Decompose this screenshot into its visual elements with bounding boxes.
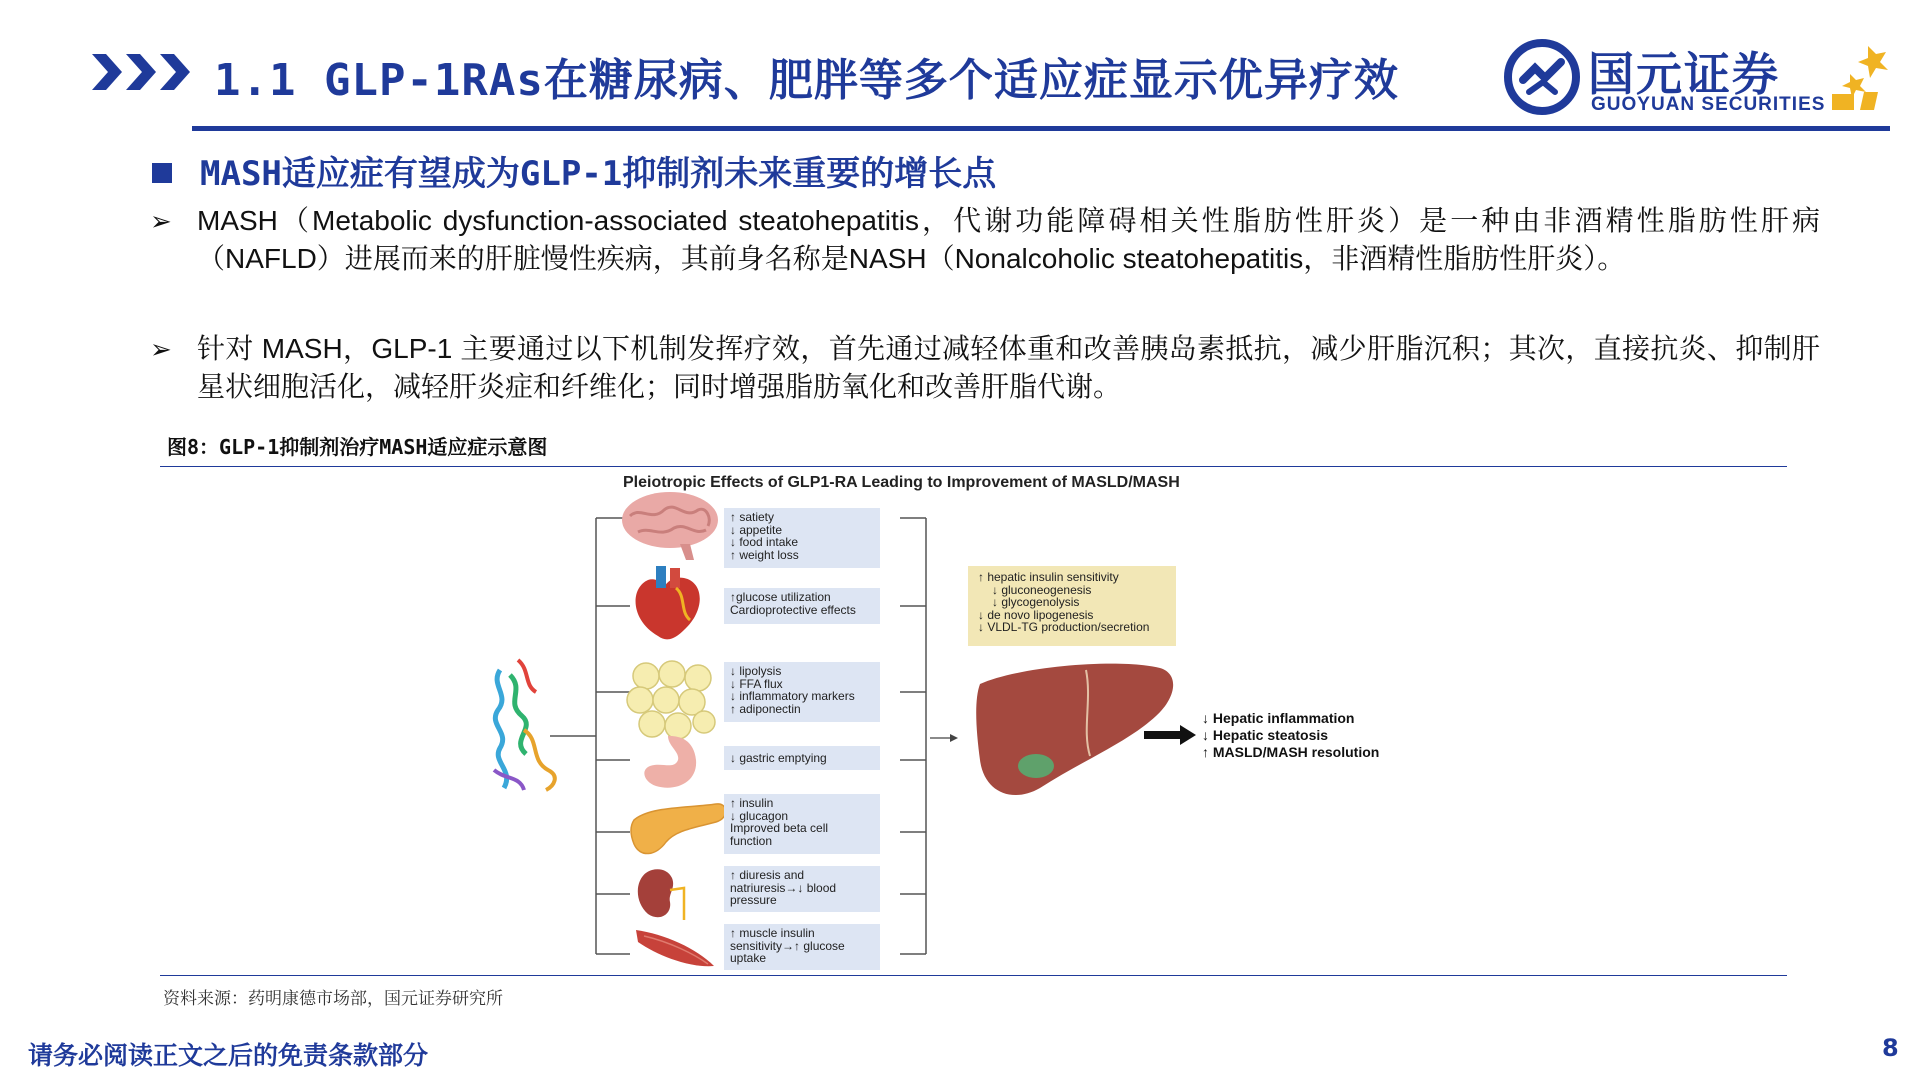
page-number: 8 — [1882, 1034, 1899, 1062]
guoyuan-logo-icon — [1503, 38, 1581, 116]
effect-line: pressure — [730, 893, 777, 907]
gold-stars-icon — [1828, 44, 1890, 114]
bullet-text: MASH（Metabolic dysfunction-associated steatohepatitis，代谢功能障碍相关性脂肪性肝炎）是一种由非酒精性脂肪性肝病（NAFLD）进展而来的肝脏慢性疾病，其前身名称是NASH（Nonalcoholic steatohepatitis，非酒精性脂肪性肝炎）。 — [197, 205, 1820, 274]
effect-box-kidney — [724, 866, 880, 912]
liver-effect-line: ↓ gluconeogenesis — [992, 582, 1092, 597]
header-divider — [192, 126, 1890, 131]
effect-line: ↓ glucagon — [730, 808, 789, 823]
effect-line: ↑ diuresis and — [730, 868, 805, 882]
square-bullet-icon — [152, 163, 172, 183]
effect-line: uptake — [730, 951, 767, 965]
mechanism-figure — [480, 470, 1480, 970]
effect-line: natriuresis→↓ blood — [730, 880, 837, 895]
right-bracket — [900, 518, 926, 954]
effect-line: ↓ inflammatory markers — [730, 689, 855, 703]
adipose-icon — [627, 661, 715, 739]
brain-icon — [622, 492, 718, 560]
effect-line: Cardioprotective effects — [730, 602, 856, 617]
liver-icon — [976, 664, 1173, 795]
effect-box-heart — [724, 588, 880, 624]
effect-box-muscle — [724, 924, 880, 970]
arrow-to-outcomes-icon — [1144, 725, 1196, 745]
left-bracket — [550, 518, 630, 954]
bullet-item — [150, 330, 1820, 406]
arrow-bullet-icon: ➢ — [150, 206, 172, 236]
effect-line: ↓ appetite — [730, 522, 783, 537]
logo-subtitle: GUOYUAN SECURITIES — [1591, 94, 1826, 115]
heart-icon — [636, 566, 700, 639]
figure-caption: 图8：GLP-1抑制剂治疗MASH适应症示意图 — [167, 435, 548, 459]
effect-line: ↑ insulin — [730, 796, 774, 810]
figure-bottom-rule — [160, 975, 1787, 976]
outcomes-list — [1202, 710, 1379, 761]
pancreas-icon — [631, 804, 726, 854]
effect-line: ↓ FFA flux — [730, 676, 783, 691]
glp1-protein-icon — [494, 660, 555, 790]
effect-line: ↓ food intake — [730, 535, 799, 549]
effect-line: ↑ satiety — [730, 510, 775, 524]
liver-effect-line: ↓ glycogenolysis — [992, 595, 1080, 609]
liver-effect-line: ↓ de novo lipogenesis — [978, 607, 1094, 622]
figure-top-rule — [160, 466, 1787, 467]
liver-effect-line: ↑ hepatic insulin sensitivity — [978, 570, 1119, 584]
effect-line: ↓ lipolysis — [730, 664, 782, 678]
page-title: 1.1 GLP-1RAs在糖尿病、肥胖等多个适应症显示优异疗效 — [214, 55, 1399, 106]
effect-line: ↑ muscle insulin — [730, 926, 815, 940]
outcome-item: ↑ MASLD/MASH resolution — [1202, 744, 1380, 760]
arrow-bullet-icon: ➢ — [150, 334, 172, 364]
effect-line: Improved beta cell — [730, 821, 829, 835]
effect-box-stomach — [724, 746, 880, 770]
outcome-item: ↓ Hepatic steatosis — [1202, 727, 1329, 743]
bullet-item — [150, 202, 1820, 278]
logo-name: 国元证券 — [1588, 47, 1780, 101]
section-heading — [152, 146, 996, 195]
slide-header — [0, 0, 1920, 135]
source-note: 资料来源：药明康德市场部，国元证券研究所 — [163, 989, 503, 1009]
effect-line: ↑glucose utilization — [730, 590, 831, 604]
liver-effects-box — [968, 566, 1176, 646]
stomach-icon — [644, 736, 696, 788]
effect-box-pancreas — [724, 794, 880, 854]
chevron-arrows-icon — [92, 50, 197, 94]
liver-effect-line: ↓ VLDL-TG production/secretion — [978, 620, 1150, 634]
company-logo — [1503, 36, 1893, 118]
muscle-icon — [636, 930, 714, 966]
outcome-item: ↓ Hepatic inflammation — [1202, 710, 1355, 726]
effect-line: ↑ weight loss — [730, 547, 799, 562]
effect-line: sensitivity→↑ glucose — [730, 938, 845, 953]
effect-line: function — [730, 833, 773, 848]
effect-box-adipose — [724, 662, 880, 722]
effect-box-brain — [724, 508, 880, 568]
kidney-icon — [638, 869, 684, 920]
figure-title: Pleiotropic Effects of GLP1-RA Leading to Improvement of MASLD/MASH — [623, 474, 1180, 491]
disclaimer-note: 请务必阅读正文之后的免责条款部分 — [28, 1041, 429, 1070]
effect-line: ↑ adiponectin — [730, 701, 801, 716]
bullet-text: 针对 MASH，GLP-1 主要通过以下机制发挥疗效，首先通过减轻体重和改善胰岛素抵抗，减少肝脂沉积；其次，直接抗炎、抑制肝星状细胞活化，减轻肝炎症和纤维化；同时增强脂肪氧化和改善肝脂代谢。 — [197, 333, 1820, 402]
arrow-to-liver-icon — [930, 734, 958, 742]
effect-line: ↓ gastric emptying — [730, 751, 827, 765]
section-heading-text: MASH适应症有望成为GLP-1抑制剂未来重要的增长点 — [200, 154, 997, 194]
